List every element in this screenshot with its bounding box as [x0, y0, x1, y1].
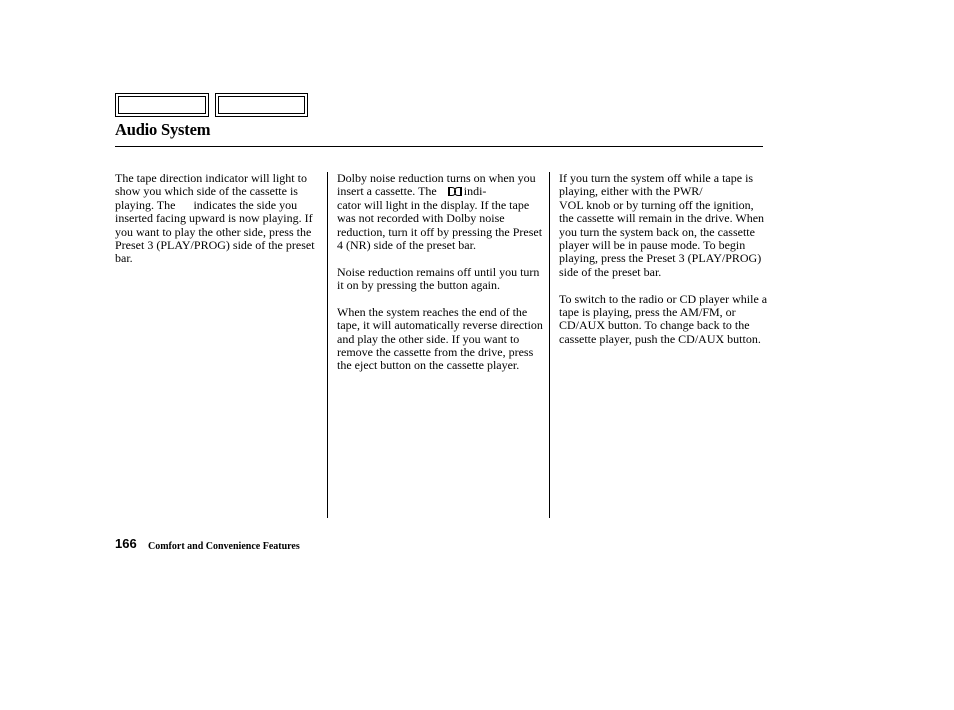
title-divider — [115, 146, 763, 147]
paragraph-text: Dolby noise reduction turns on when you insert a cassette. The — [337, 171, 536, 199]
nav-tab-box-2[interactable] — [215, 93, 308, 117]
paragraph-text: indicates the side you inserted facing upward is now playing. If you want to play the other side, press the Preset 3 (PLAY/PROG) side of the preset bar. — [115, 197, 315, 266]
paragraph-dolby — [337, 172, 547, 252]
paragraph-system-off: If you turn the system off while a tape is playing, either with the PWR/ VOL knob or by turning off the ignition, the cassette will remain in the drive. When you turn the system back on, the cassette player will be in pause mode. To begin playing, press the Preset 3 (PLAY/PROG) side of the preset bar. — [559, 171, 765, 279]
dolby-nr-icon — [448, 187, 461, 196]
text-column-3 — [559, 172, 769, 359]
column-divider — [549, 172, 550, 518]
paragraph-text: indi- cator will light in the display. If the tape was not recorded with Dolby noise reduction, turn it off by pressing the Preset 4 (NR) side of the preset bar. — [337, 184, 543, 253]
text-column-1 — [115, 172, 325, 279]
nav-tab-box-1[interactable] — [115, 93, 209, 117]
footer-section-title: Comfort and Convenience Features — [148, 541, 300, 552]
page-title: Audio System — [115, 120, 211, 139]
paragraph-auto-reverse: When the system reaches the end of the tape, it will automatically reverse direction and play the other side. If you want to remove the cassette from the drive, press the eject button on the cassette player. — [337, 304, 543, 373]
text-column-2 — [337, 172, 547, 386]
paragraph-text: The tape direction indicator will light to show you which side of the cassette is playing. The — [115, 171, 307, 212]
column-divider — [327, 172, 328, 518]
paragraph-switch-source: To switch to the radio or CD player while a tape is playing, press the AM/FM, or CD/AUX button. To change back to the cassette player, push the CD/AUX button. — [559, 291, 768, 346]
page-number: 166 — [115, 536, 137, 551]
paragraph-noise-reduction: Noise reduction remains off until you turn it on by pressing the button again. — [337, 264, 540, 293]
paragraph-tape-direction — [115, 172, 325, 266]
